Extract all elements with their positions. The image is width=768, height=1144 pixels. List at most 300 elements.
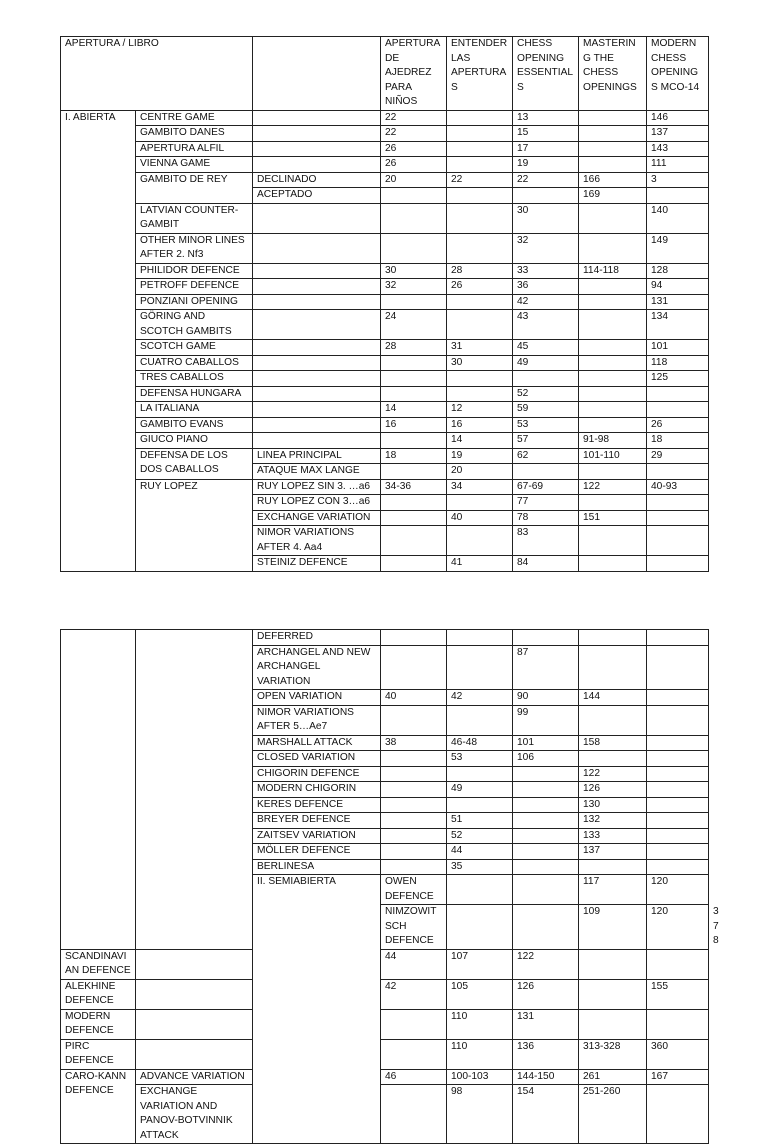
page-cell-mco-14 (647, 690, 709, 706)
opening-cell: PIRC DEFENCE (61, 1039, 136, 1069)
page-cell-ajedrez-ninos (381, 203, 447, 233)
page-cell-opening-essentials: 22 (513, 172, 579, 188)
page-cell-opening-essentials: 15 (513, 126, 579, 142)
page-cell-entender-aperturas: 110 (447, 1039, 513, 1069)
page-cell-ajedrez-ninos (381, 751, 447, 767)
table-row (61, 448, 709, 464)
variation-cell (253, 141, 381, 157)
page-cell-opening-essentials: 136 (513, 1039, 579, 1069)
page-cell-mco-14 (647, 402, 709, 418)
page-cell-ajedrez-ninos: 32 (381, 279, 447, 295)
table-row (61, 279, 709, 295)
page-cell-mco-14: 40-93 (647, 479, 709, 495)
page-cell-entender-aperturas: 19 (447, 448, 513, 464)
page-cell-opening-essentials: 84 (513, 556, 579, 572)
page-cell-mastering-openings: 114-118 (579, 263, 647, 279)
page-cell-entender-aperturas: 98 (447, 1085, 513, 1144)
page-cell-entender-aperturas (447, 233, 513, 263)
page-cell-mco-14 (647, 828, 709, 844)
page-cell-mco-14: 18 (647, 433, 709, 449)
variation-cell (136, 1039, 253, 1069)
page-cell-ajedrez-ninos (381, 1009, 447, 1039)
page-cell-mco-14 (647, 526, 709, 556)
page-cell-ajedrez-ninos (381, 188, 447, 204)
page-cell-entender-aperturas: 12 (447, 402, 513, 418)
page-cell-mco-14: 155 (647, 979, 709, 1009)
page-cell-opening-essentials: 78 (513, 510, 579, 526)
page-cell-entender-aperturas: 49 (447, 782, 513, 798)
page-cell-mastering-openings (579, 157, 647, 173)
variation-cell: RUY LOPEZ SIN 3. …a6 (253, 479, 381, 495)
page-cell-mco-14 (647, 766, 709, 782)
page-cell-mastering-openings: 101-110 (579, 448, 647, 464)
page-cell-mastering-openings (579, 979, 647, 1009)
variation-cell (253, 263, 381, 279)
page-cell-ajedrez-ninos: 22 (381, 110, 447, 126)
page-cell-mco-14 (647, 813, 709, 829)
page-cell-mastering-openings (579, 417, 647, 433)
page-cell-mco-14 (647, 859, 709, 875)
variation-cell (253, 402, 381, 418)
table-row (61, 110, 709, 126)
variation-cell: ACEPTADO (253, 188, 381, 204)
page-cell-mastering-openings (579, 233, 647, 263)
page-cell-mco-14: 146 (647, 110, 709, 126)
table-row (61, 294, 709, 310)
page-cell-entender-aperturas: 34 (447, 479, 513, 495)
variation-cell: ATAQUE MAX LANGE (253, 464, 381, 480)
page-cell-ajedrez-ninos (381, 433, 447, 449)
page-cell-opening-essentials: 33 (513, 263, 579, 279)
header-source-4: MASTERING THE CHESS OPENINGS (579, 37, 647, 111)
opening-cell: NIMZOWITSCH DEFENCE (381, 905, 447, 950)
page-cell-mco-14: 3 (647, 172, 709, 188)
page-cell-opening-essentials (513, 859, 579, 875)
variation-cell (253, 157, 381, 173)
page-cell-opening-essentials: 19 (513, 157, 579, 173)
page-cell-ajedrez-ninos: 26 (381, 157, 447, 173)
page-cell-mastering-openings (579, 705, 647, 735)
opening-cell: MODERN DEFENCE (61, 1009, 136, 1039)
page-cell-mastering-openings (579, 386, 647, 402)
page-cell-ajedrez-ninos (381, 828, 447, 844)
opening-cell: CUATRO CABALLOS (136, 355, 253, 371)
header-blank (253, 37, 381, 111)
page-cell-mco-14 (647, 1009, 709, 1039)
opening-cell: TRES CABALLOS (136, 371, 253, 387)
page-cell-opening-essentials (513, 813, 579, 829)
opening-cell: PONZIANI OPENING (136, 294, 253, 310)
page-cell-opening-essentials: 36 (513, 279, 579, 295)
group-cell: I. ABIERTA (61, 110, 136, 571)
page-cell-opening-essentials: 30 (513, 203, 579, 233)
page-cell-ajedrez-ninos: 20 (381, 172, 447, 188)
page-cell-opening-essentials: 62 (513, 448, 579, 464)
variation-cell (253, 386, 381, 402)
page-cell-opening-essentials: 42 (513, 294, 579, 310)
page-cell-mco-14: 134 (647, 310, 709, 340)
opening-cell: OWEN DEFENCE (381, 875, 447, 905)
page-cell-mastering-openings (579, 355, 647, 371)
variation-cell: KERES DEFENCE (253, 797, 381, 813)
opening-cell: RUY LOPEZ (136, 479, 253, 571)
table-body-2 (61, 630, 719, 1144)
table-row (61, 355, 709, 371)
table-row (61, 479, 709, 495)
variation-cell: RUY LOPEZ CON 3…a6 (253, 495, 381, 511)
table-row (61, 1085, 709, 1144)
page-cell-mastering-openings (579, 645, 647, 690)
opening-index-table-part-1 (60, 36, 709, 572)
variation-cell: MARSHALL ATTACK (253, 735, 381, 751)
page-cell-mastering-openings (579, 294, 647, 310)
page-cell-entender-aperturas (447, 705, 513, 735)
page-cell-ajedrez-ninos: 30 (381, 263, 447, 279)
page-cell-opening-essentials: 120 (647, 905, 709, 950)
variation-cell: DECLINADO (253, 172, 381, 188)
page-cell-mastering-openings: 144 (579, 690, 647, 706)
page-cell-mastering-openings (579, 279, 647, 295)
page-cell-entender-aperturas: 52 (447, 828, 513, 844)
page-cell-mastering-openings: 251-260 (579, 1085, 647, 1144)
page-cell-mco-14: 118 (647, 355, 709, 371)
table-row (61, 157, 709, 173)
page-cell-mco-14: 167 (647, 1069, 709, 1085)
variation-cell: EXCHANGE VARIATION AND PANOV-BOTVINNIK ATTACK (136, 1085, 253, 1144)
page-cell-mastering-openings (579, 949, 647, 979)
page-cell-opening-essentials: 101 (513, 735, 579, 751)
opening-cell: SCANDINAVIAN DEFENCE (61, 949, 136, 979)
page-cell-entender-aperturas: 107 (447, 949, 513, 979)
table-row (61, 310, 709, 340)
header-source-2: ENTENDER LAS APERTURAS (447, 37, 513, 111)
opening-cell: GAMBITO EVANS (136, 417, 253, 433)
page-cell-entender-aperturas: 28 (447, 263, 513, 279)
page-cell-entender-aperturas (447, 371, 513, 387)
page-cell-opening-essentials: 13 (513, 110, 579, 126)
page-cell-mco-14 (647, 782, 709, 798)
page-cell-mco-14 (647, 464, 709, 480)
page-cell-entender-aperturas (447, 294, 513, 310)
page-cell-ajedrez-ninos (381, 705, 447, 735)
page-cell-ajedrez-ninos (513, 905, 579, 950)
variation-cell: EXCHANGE VARIATION (253, 510, 381, 526)
page-cell-entender-aperturas (447, 126, 513, 142)
table-row (61, 203, 709, 233)
page-cell-entender-aperturas (447, 797, 513, 813)
opening-cell: LATVIAN COUNTER-GAMBIT (136, 203, 253, 233)
page-cell-ajedrez-ninos (381, 386, 447, 402)
page-cell-entender-aperturas: 16 (447, 417, 513, 433)
header-row (61, 37, 709, 111)
table-row: NIMZOWITSCH DEFENCE 109 120 378 (61, 905, 709, 950)
page-cell-mco-14 (647, 797, 709, 813)
page-cell-entender-aperturas: 31 (447, 340, 513, 356)
opening-cell: GÖRING AND SCOTCH GAMBITS (136, 310, 253, 340)
page-cell-mastering-openings (579, 1009, 647, 1039)
table-row (61, 141, 709, 157)
variation-cell: NIMOR VARIATIONS AFTER 4. Aa4 (253, 526, 381, 556)
page-cell-ajedrez-ninos (513, 875, 579, 905)
page-cell-ajedrez-ninos (381, 294, 447, 310)
table-row (61, 1069, 709, 1085)
page-cell-mastering-openings (579, 371, 647, 387)
page-cell-ajedrez-ninos: 40 (381, 690, 447, 706)
page-cell-mco-14 (647, 188, 709, 204)
page-cell-mco-14: 360 (647, 1039, 709, 1069)
variation-cell: ADVANCE VARIATION (136, 1069, 253, 1085)
page-cell-opening-essentials: 87 (513, 645, 579, 690)
variation-cell: MÖLLER DEFENCE (253, 844, 381, 860)
variation-cell (253, 355, 381, 371)
page-cell-ajedrez-ninos (381, 510, 447, 526)
opening-cell: DEFENSA HUNGARA (136, 386, 253, 402)
page-cell-entender-aperturas (447, 110, 513, 126)
page-cell-opening-essentials (513, 782, 579, 798)
page-cell-entender-aperturas: 53 (447, 751, 513, 767)
variation-cell: MODERN CHIGORIN (253, 782, 381, 798)
variation-cell (253, 310, 381, 340)
variation-cell (136, 1009, 253, 1039)
opening-cell: GAMBITO DE REY (136, 172, 253, 203)
page-cell-entender-aperturas (447, 526, 513, 556)
page-cell-opening-essentials (513, 371, 579, 387)
opening-index-table-part-2 (60, 629, 719, 1144)
opening-cell: GAMBITO DANES (136, 126, 253, 142)
page-cell-entender-aperturas (447, 630, 513, 646)
page-cell-mastering-openings (579, 464, 647, 480)
page-cell-ajedrez-ninos (381, 813, 447, 829)
page-cell-opening-essentials (513, 844, 579, 860)
page-cell-ajedrez-ninos (381, 495, 447, 511)
table-row (61, 417, 709, 433)
page-cell-mastering-openings: 133 (579, 828, 647, 844)
page-cell-opening-essentials: 52 (513, 386, 579, 402)
page-cell-mastering-openings (579, 495, 647, 511)
variation-cell: DEFERRED (253, 630, 381, 646)
page-cell-opening-essentials: 32 (513, 233, 579, 263)
page-cell-entender-aperturas (447, 386, 513, 402)
page-cell-mco-14: 143 (647, 141, 709, 157)
page-cell-ajedrez-ninos (381, 1085, 447, 1144)
variation-cell (253, 203, 381, 233)
page-cell-entender-aperturas (447, 310, 513, 340)
page-cell-mastering-openings (579, 126, 647, 142)
page-cell-opening-essentials: 49 (513, 355, 579, 371)
opening-cell (136, 630, 253, 950)
page-cell-mco-14 (647, 844, 709, 860)
table-row (61, 1009, 709, 1039)
table-row (61, 1039, 709, 1069)
variation-cell: OPEN VARIATION (253, 690, 381, 706)
opening-cell: CARO-KANN DEFENCE (61, 1069, 136, 1144)
page-cell-opening-essentials: 99 (513, 705, 579, 735)
page-cell-mco-14 (647, 705, 709, 735)
page-cell-opening-essentials: 131 (513, 1009, 579, 1039)
page-cell-mco-14 (647, 495, 709, 511)
page-cell-mco-14: 26 (647, 417, 709, 433)
page-cell-opening-essentials (513, 464, 579, 480)
page-cell-mastering-openings: 122 (579, 479, 647, 495)
page-cell-ajedrez-ninos: 24 (381, 310, 447, 340)
page-cell-mastering-openings: 261 (579, 1069, 647, 1085)
header-source-5: MODERN CHESS OPENINGS MCO-14 (647, 37, 709, 111)
variation-cell (253, 233, 381, 263)
variation-cell: BERLINESA (253, 859, 381, 875)
table-row (61, 630, 709, 646)
page-cell-mco-14: 29 (647, 448, 709, 464)
variation-cell (253, 417, 381, 433)
variation-cell (447, 875, 513, 905)
page-cell-mco-14 (647, 751, 709, 767)
page-cell-entender-aperturas: 22 (447, 172, 513, 188)
page-cell-opening-essentials (513, 828, 579, 844)
page-cell-opening-essentials: 144-150 (513, 1069, 579, 1085)
page-cell-ajedrez-ninos (381, 233, 447, 263)
table-row (61, 371, 709, 387)
page-cell-opening-essentials: 120 (647, 875, 709, 905)
page-cell-entender-aperturas: 26 (447, 279, 513, 295)
page-cell-entender-aperturas: 20 (447, 464, 513, 480)
variation-cell: CHIGORIN DEFENCE (253, 766, 381, 782)
page-cell-opening-essentials: 59 (513, 402, 579, 418)
page-cell-mastering-openings: 132 (579, 813, 647, 829)
page-cell-mastering-openings (579, 751, 647, 767)
page-cell-mastering-openings (579, 203, 647, 233)
table-row (61, 979, 709, 1009)
page-cell-ajedrez-ninos: 22 (381, 126, 447, 142)
page-cell-mco-14 (647, 510, 709, 526)
opening-cell: SCOTCH GAME (136, 340, 253, 356)
page-cell-mco-14 (647, 386, 709, 402)
page-cell-mastering-openings (579, 141, 647, 157)
page-cell-entender-aperturas: 42 (447, 690, 513, 706)
page-cell-entender-aperturas: 41 (447, 556, 513, 572)
page-cell-entender-aperturas: 51 (447, 813, 513, 829)
page-cell-mastering-openings: 137 (579, 844, 647, 860)
page-cell-entender-aperturas (447, 188, 513, 204)
page-cell-mco-14: 111 (647, 157, 709, 173)
variation-cell: NIMOR VARIATIONS AFTER 5…Ae7 (253, 705, 381, 735)
page-cell-ajedrez-ninos (381, 526, 447, 556)
page-cell-mastering-openings: 158 (579, 735, 647, 751)
page-cell-ajedrez-ninos (381, 797, 447, 813)
page-cell-mco-14 (647, 645, 709, 690)
page-cell-mastering-openings: 122 (579, 766, 647, 782)
page-cell-mastering-openings: 169 (579, 188, 647, 204)
variation-cell: ARCHANGEL AND NEW ARCHANGEL VARIATION (253, 645, 381, 690)
page-cell-mastering-openings: 166 (579, 172, 647, 188)
variation-cell (447, 905, 513, 950)
opening-cell: CENTRE GAME (136, 110, 253, 126)
page-cell-mastering-openings (579, 110, 647, 126)
header-source-1: APERTURA DE AJEDREZ PARA NIÑOS (381, 37, 447, 111)
page-cell-entender-aperturas: 30 (447, 355, 513, 371)
page-cell-mastering-openings (579, 340, 647, 356)
table-row (61, 126, 709, 142)
variation-cell (253, 371, 381, 387)
page-cell-entender-aperturas: 100-103 (447, 1069, 513, 1085)
page-cell-ajedrez-ninos (381, 782, 447, 798)
page-cell-mco-14 (647, 556, 709, 572)
page-cell-mco-14: 140 (647, 203, 709, 233)
page-cell-ajedrez-ninos (381, 844, 447, 860)
page-cell-opening-essentials: 106 (513, 751, 579, 767)
variation-cell: BREYER DEFENCE (253, 813, 381, 829)
variation-cell (136, 949, 253, 979)
page-cell-ajedrez-ninos: 46 (381, 1069, 447, 1085)
page-cell-opening-essentials: 43 (513, 310, 579, 340)
page-cell-mco-14: 128 (647, 263, 709, 279)
opening-cell: DEFENSA DE LOS DOS CABALLOS (136, 448, 253, 479)
page-cell-ajedrez-ninos (381, 355, 447, 371)
opening-cell: PETROFF DEFENCE (136, 279, 253, 295)
table-row (61, 172, 709, 188)
page-cell-mastering-openings (579, 630, 647, 646)
page-cell-ajedrez-ninos: 18 (381, 448, 447, 464)
page-cell-mco-14: 94 (647, 279, 709, 295)
table-row (61, 386, 709, 402)
opening-cell: ALEKHINE DEFENCE (61, 979, 136, 1009)
page-cell-mco-14 (647, 735, 709, 751)
page-cell-mco-14 (647, 949, 709, 979)
page-cell-opening-essentials: 67-69 (513, 479, 579, 495)
page-cell-entender-aperturas (447, 645, 513, 690)
page-cell-ajedrez-ninos (381, 1039, 447, 1069)
variation-cell (253, 294, 381, 310)
page-cell-opening-essentials: 17 (513, 141, 579, 157)
variation-cell (253, 340, 381, 356)
variation-cell (253, 433, 381, 449)
page-cell-ajedrez-ninos: 26 (381, 141, 447, 157)
page-cell-entender-aperturas: 14 (447, 433, 513, 449)
page-cell-mco-14: 137 (647, 126, 709, 142)
variation-cell (253, 126, 381, 142)
page-cell-ajedrez-ninos: 34-36 (381, 479, 447, 495)
page-cell-entender-aperturas: 46-48 (447, 735, 513, 751)
variation-cell: STEINIZ DEFENCE (253, 556, 381, 572)
group-cell: II. SEMIABIERTA (253, 875, 381, 1144)
page-cell-opening-essentials (513, 630, 579, 646)
page-cell-ajedrez-ninos: 16 (381, 417, 447, 433)
page-cell-ajedrez-ninos (381, 556, 447, 572)
page-cell-mastering-openings (579, 556, 647, 572)
header-apertura-libro: APERTURA / LIBRO (61, 37, 253, 111)
variation-cell (136, 979, 253, 1009)
page-cell-mastering-openings: 130 (579, 797, 647, 813)
page-cell-opening-essentials: 126 (513, 979, 579, 1009)
opening-cell: APERTURA ALFIL (136, 141, 253, 157)
page-cell-ajedrez-ninos (381, 859, 447, 875)
page-cell-entender-aperturas: 110 (447, 1009, 513, 1039)
page-cell-opening-essentials (513, 188, 579, 204)
page-cell-entender-aperturas: 40 (447, 510, 513, 526)
page-cell-mastering-openings (579, 526, 647, 556)
page-cell-opening-essentials (513, 766, 579, 782)
page-cell-entender-aperturas: 109 (579, 905, 647, 950)
page-cell-entender-aperturas: 117 (579, 875, 647, 905)
page-cell-ajedrez-ninos: 38 (381, 735, 447, 751)
page-cell-entender-aperturas: 35 (447, 859, 513, 875)
page-cell-opening-essentials: 154 (513, 1085, 579, 1144)
variation-cell (253, 110, 381, 126)
page-cell-mastering-openings: 126 (579, 782, 647, 798)
page-cell-ajedrez-ninos: 28 (381, 340, 447, 356)
page-cell-ajedrez-ninos: 44 (381, 949, 447, 979)
page-cell-opening-essentials: 45 (513, 340, 579, 356)
page-cell-mastering-openings (579, 402, 647, 418)
page-cell-ajedrez-ninos (381, 766, 447, 782)
